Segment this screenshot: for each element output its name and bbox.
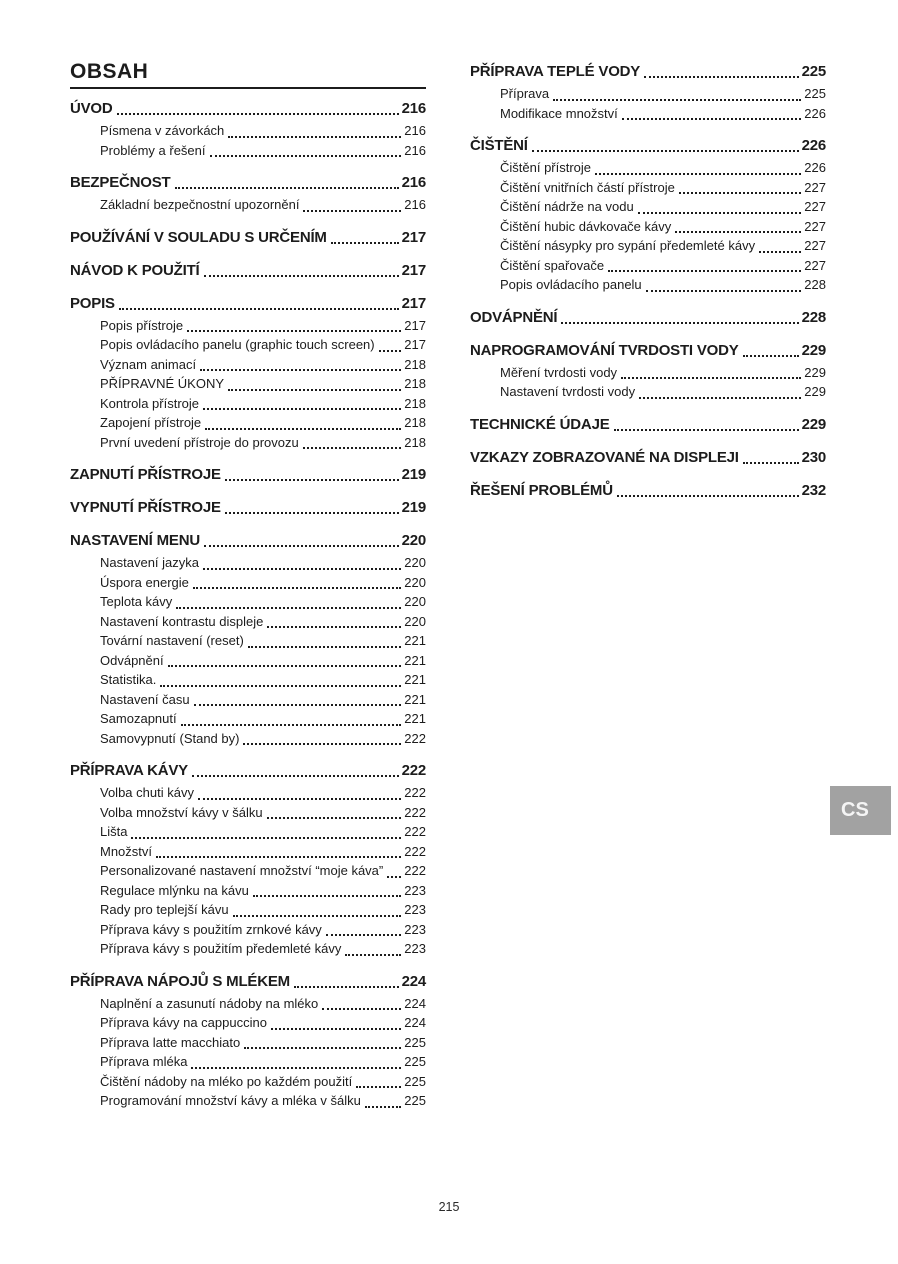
toc-entry-page: 222 (404, 843, 426, 859)
toc-entry-page: 216 (404, 142, 426, 158)
toc-entry-page: 223 (404, 941, 426, 956)
toc-entry-label: Samovypnutí (Stand by) (100, 730, 240, 746)
toc-entry (70, 553, 426, 573)
toc-entry-label: Nastavení času (100, 691, 190, 707)
toc-section-heading (70, 972, 426, 992)
dot-leader (119, 308, 399, 310)
dot-leader (198, 798, 401, 800)
toc-entry-label: Význam animací (100, 356, 197, 372)
toc-section-heading (470, 481, 826, 501)
dot-leader (160, 685, 401, 687)
dot-leader (646, 290, 802, 292)
toc-section-heading-page: 230 (801, 448, 826, 466)
toc-entry-page: 226 (804, 105, 826, 121)
toc-section-heading-page: 226 (801, 137, 826, 154)
dot-leader (228, 389, 401, 391)
toc-entry (70, 842, 426, 862)
toc-entry-label: Čištění přístroje (500, 160, 592, 175)
toc-entry-label: Kontrola přístroje (100, 395, 199, 411)
toc-entry (70, 920, 426, 940)
dot-leader (168, 665, 402, 667)
toc-entry-page: 220 (404, 555, 426, 570)
toc-section (70, 531, 426, 748)
toc-entry-page: 218 (404, 395, 426, 411)
dot-leader (679, 192, 801, 194)
toc-section-heading (70, 465, 426, 485)
dot-leader (228, 136, 401, 138)
toc-entry-label: Lišta (100, 824, 128, 839)
toc-entry (70, 729, 426, 749)
toc-entry-label: Příprava mléka (100, 1054, 188, 1069)
toc-entry-page: 227 (804, 179, 826, 195)
toc-section (470, 448, 826, 468)
toc-entry-page: 217 (404, 317, 426, 333)
toc-entry-page: 220 (404, 594, 426, 609)
toc-entry (470, 217, 826, 237)
dot-leader (614, 429, 799, 431)
dot-leader (225, 479, 399, 481)
toc-entry-page: 224 (404, 1015, 426, 1030)
toc-entry-label: Čištění spařovače (500, 257, 605, 273)
toc-entry-label: Příprava (500, 86, 550, 101)
dot-leader (225, 512, 399, 514)
toc-entry-label: Programování množství kávy a mléka v šálku (100, 1093, 361, 1108)
toc-section-heading (470, 308, 826, 328)
toc-section-heading-label: POUŽÍVÁNÍ V SOULADU S URČENÍM (70, 228, 327, 246)
toc-section-heading-label: BEZPEČNOST (70, 174, 171, 191)
toc-section-heading-page: 217 (401, 228, 426, 246)
toc-entry-page: 221 (404, 652, 426, 668)
toc-entry (70, 690, 426, 710)
toc-section-heading (70, 173, 426, 193)
toc-section (70, 261, 426, 281)
toc-column-left (70, 99, 426, 1124)
toc-entry-page: 216 (404, 197, 426, 212)
toc-entry-label: Příprava kávy s použitím zrnkové kávy (100, 921, 322, 937)
toc-entry (70, 900, 426, 920)
toc-section-heading-label: ČIŠTĚNÍ (470, 137, 528, 154)
toc-entry (70, 709, 426, 729)
dot-leader (205, 428, 401, 430)
toc-section-heading-label: PŘÍPRAVA NÁPOJŮ S MLÉKEM (70, 972, 290, 990)
toc-entry-label: Popis ovládacího panelu (500, 277, 642, 292)
dot-leader (248, 646, 402, 648)
toc-entry (470, 256, 826, 276)
toc-entry-page: 222 (404, 863, 426, 878)
toc-entry (70, 592, 426, 612)
toc-section-heading-page: 219 (401, 466, 426, 483)
toc-entry-page: 222 (404, 785, 426, 800)
toc-entry (70, 939, 426, 959)
dot-leader (181, 724, 402, 726)
toc-section (70, 99, 426, 160)
dot-leader (617, 495, 799, 497)
dot-leader (203, 408, 401, 410)
toc-section-heading-label: PŘÍPRAVA TEPLÉ VODY (470, 63, 641, 80)
dot-leader (267, 817, 402, 819)
toc-section-heading-label: TECHNICKÉ ÚDAJE (470, 415, 610, 433)
dot-leader (553, 99, 801, 101)
toc-entry-page: 220 (404, 574, 426, 590)
toc-entry (70, 394, 426, 414)
toc-section (70, 972, 426, 1111)
dot-leader (191, 1067, 401, 1069)
toc-entry-label: Zapojení přístroje (100, 415, 202, 430)
toc-entry-page: 227 (804, 218, 826, 234)
dot-leader (743, 355, 799, 357)
toc-section-heading-label: NÁVOD K POUŽITÍ (70, 261, 200, 279)
toc-entry-page: 221 (404, 691, 426, 707)
toc-entry-page: 223 (404, 882, 426, 898)
dot-leader (271, 1028, 401, 1030)
toc-entry-label: Čištění vnitřních částí přístroje (500, 179, 675, 195)
toc-section-heading-label: VZKAZY ZOBRAZOVANÉ NA DISPLEJI (470, 448, 739, 466)
dot-leader (156, 856, 401, 858)
dot-leader (192, 775, 399, 777)
toc-entry-label: Úspora energie (100, 574, 189, 590)
toc-entry-label: Písmena v závorkách (100, 123, 225, 138)
toc-section-heading (70, 99, 426, 119)
dot-leader (233, 915, 402, 917)
toc-entry-page: 229 (804, 364, 826, 380)
toc-entry-label: Příprava kávy na cappuccino (100, 1015, 267, 1030)
toc-entry-page: 225 (404, 1073, 426, 1089)
toc-section-heading-page: 225 (801, 63, 826, 80)
toc-entry (70, 335, 426, 355)
toc-entry-page: 223 (404, 921, 426, 937)
toc-entry (70, 1013, 426, 1033)
toc-entry (70, 573, 426, 593)
toc-entry-label: Odvápnění (100, 652, 164, 668)
toc-section-heading-page: 217 (401, 294, 426, 312)
toc-entry-page: 227 (804, 238, 826, 253)
dot-leader (608, 270, 801, 272)
toc-section (70, 294, 426, 453)
toc-entry (70, 355, 426, 375)
toc-section-heading-page: 229 (801, 415, 826, 433)
toc-entry-label: Personalizované nastavení množství “moje káva” (100, 863, 384, 878)
toc-entry (470, 363, 826, 383)
toc-entry (70, 881, 426, 901)
toc-section-heading-page: 232 (801, 481, 826, 499)
toc-entry-label: Popis přístroje (100, 317, 184, 333)
toc-section (70, 228, 426, 248)
dot-leader (365, 1106, 401, 1108)
toc-section-heading-label: NASTAVENÍ MENU (70, 532, 200, 549)
toc-title: OBSAH (70, 60, 426, 89)
toc-entry (470, 275, 826, 295)
toc-entry-page: 225 (404, 1054, 426, 1069)
dot-leader (387, 876, 401, 878)
toc-entry-label: Nastavení tvrdosti vody (500, 384, 636, 399)
toc-entry-page: 227 (804, 257, 826, 273)
toc-section-heading (70, 498, 426, 518)
dot-leader (532, 150, 799, 152)
toc-entry-page: 218 (404, 434, 426, 450)
toc-entry (70, 433, 426, 453)
toc-entry-page: 222 (404, 730, 426, 746)
toc-entry-label: Naplnění a zasunutí nádoby na mléko (100, 995, 319, 1011)
toc-section-heading-page: 216 (401, 100, 426, 117)
dot-leader (294, 986, 399, 988)
toc-entry-label: Problémy a řešení (100, 142, 206, 158)
toc-entry-label: PŘÍPRAVNÉ ÚKONY (100, 376, 225, 391)
toc-entry-label: Teplota kávy (100, 594, 173, 609)
toc-entry (470, 158, 826, 178)
dot-leader (622, 118, 802, 120)
toc-entry (70, 121, 426, 141)
toc-section-heading-label: NAPROGRAMOVÁNÍ TVRDOSTI VODY (470, 341, 739, 359)
dot-leader (131, 837, 401, 839)
toc-entry (70, 413, 426, 433)
toc-section-heading (70, 261, 426, 281)
toc-entry (70, 316, 426, 336)
toc-entry-page: 222 (404, 824, 426, 839)
toc-entry (70, 783, 426, 803)
toc-section (470, 415, 826, 435)
dot-leader (759, 251, 801, 253)
dot-leader (203, 568, 401, 570)
dot-leader (561, 322, 798, 324)
toc-entry-label: Čištění hubic dávkovače kávy (500, 218, 672, 234)
dot-leader (175, 187, 399, 189)
dot-leader (331, 242, 399, 244)
toc-section-heading (70, 294, 426, 314)
toc-section-heading-label: ZAPNUTÍ PŘÍSTROJE (70, 466, 221, 483)
toc-section-heading (470, 415, 826, 435)
dot-leader (193, 587, 401, 589)
toc-section (70, 498, 426, 518)
dot-leader (253, 895, 401, 897)
toc-section (470, 136, 826, 295)
toc-entry (470, 236, 826, 256)
dot-leader (267, 626, 401, 628)
toc-section-heading-page: 216 (401, 174, 426, 191)
toc-entry-page: 226 (804, 160, 826, 175)
toc-entry-label: Samozapnutí (100, 711, 177, 726)
toc-entry-label: Měření tvrdosti vody (500, 364, 618, 380)
toc-entry (70, 195, 426, 215)
toc-section-heading (470, 136, 826, 156)
toc-entry-page: 218 (404, 356, 426, 372)
toc-entry-page: 221 (404, 711, 426, 726)
toc-entry-label: Množství (100, 843, 153, 859)
toc-section-heading (470, 62, 826, 82)
toc-section-heading-page: 224 (401, 972, 426, 990)
dot-leader (194, 704, 402, 706)
dot-leader (176, 607, 401, 609)
toc-entry-label: Příprava kávy s použitím předemleté kávy (100, 941, 342, 956)
dot-leader (639, 397, 801, 399)
toc-section (470, 481, 826, 501)
toc-section-heading-label: ŘEŠENÍ PROBLÉMŮ (470, 481, 613, 499)
toc-section (470, 341, 826, 402)
toc-entry (70, 670, 426, 690)
dot-leader (303, 210, 401, 212)
toc-entry-label: Statistika. (100, 672, 157, 687)
toc-section-heading-page: 219 (401, 499, 426, 516)
dot-leader (210, 155, 402, 157)
toc-entry (70, 994, 426, 1014)
toc-entry-label: Příprava latte macchiato (100, 1034, 241, 1050)
toc-entry (470, 197, 826, 217)
dot-leader (644, 76, 798, 78)
toc-entry (70, 651, 426, 671)
dot-leader (379, 350, 402, 352)
toc-entry-page: 222 (404, 804, 426, 820)
dot-leader (356, 1086, 401, 1088)
toc-entry-page: 218 (404, 415, 426, 430)
toc-entry (70, 1033, 426, 1053)
toc-entry-label: Volba množství kávy v šálku (100, 804, 263, 820)
toc-section-heading (70, 761, 426, 781)
toc-entry (70, 141, 426, 161)
toc-section-heading-page: 228 (801, 308, 826, 326)
toc-entry-page: 217 (404, 337, 426, 352)
toc-entry (70, 803, 426, 823)
toc-section-heading-page: 222 (401, 762, 426, 779)
toc-entry (70, 374, 426, 394)
toc-entry (70, 861, 426, 881)
dot-leader (200, 369, 401, 371)
toc-entry-label: Regulace mlýnku na kávu (100, 882, 249, 898)
toc-entry-page: 218 (404, 376, 426, 391)
toc-entry (470, 104, 826, 124)
toc-entry-label: Základní bezpečnostní upozornění (100, 197, 300, 212)
toc-entry-label: Popis ovládacího panelu (graphic touch screen) (100, 337, 375, 352)
toc-entry-label: Čištění násypky pro sypání předemleté kávy (500, 238, 756, 253)
toc-entry-page: 216 (404, 123, 426, 138)
toc-section (470, 308, 826, 328)
dot-leader (243, 743, 401, 745)
dot-leader (117, 113, 399, 115)
toc-entry-label: Rady pro teplejší kávu (100, 902, 229, 917)
toc-section-heading-label: PŘÍPRAVA KÁVY (70, 762, 188, 779)
toc-entry-label: Čištění nádoby na mléko po každém použití (100, 1073, 353, 1089)
dot-leader (638, 212, 802, 214)
toc-entry-label: Tovární nastavení (reset) (100, 633, 244, 648)
dot-leader (244, 1047, 401, 1049)
toc-section-heading-label: POPIS (70, 294, 115, 312)
toc-section-heading (70, 228, 426, 248)
toc-entry-page: 229 (804, 384, 826, 399)
toc-entry-label: Modifikace množství (500, 105, 618, 121)
toc-entry-page: 221 (404, 672, 426, 687)
dot-leader (204, 275, 399, 277)
toc-entry (470, 382, 826, 402)
toc-section-heading-label: ODVÁPNĚNÍ (470, 308, 558, 326)
dot-leader (595, 173, 801, 175)
toc-section-heading (70, 531, 426, 551)
toc-section-heading-label: VYPNUTÍ PŘÍSTROJE (70, 499, 221, 516)
toc-section (70, 761, 426, 959)
dot-leader (204, 545, 399, 547)
toc-section (70, 465, 426, 485)
toc-entry-label: Čištění nádrže na vodu (500, 199, 634, 214)
page-number: 215 (438, 1200, 460, 1214)
toc-section-heading-page: 217 (401, 261, 426, 279)
toc-section (70, 173, 426, 215)
toc-entry-page: 223 (404, 902, 426, 917)
toc-entry-page: 225 (404, 1093, 426, 1108)
toc-entry-label: První uvedení přístroje do provozu (100, 434, 299, 450)
toc-entry-page: 225 (404, 1034, 426, 1050)
dot-leader (743, 462, 799, 464)
toc-entry-page: 224 (404, 995, 426, 1011)
toc-section-heading (470, 448, 826, 468)
toc-section-heading (470, 341, 826, 361)
toc-section-heading-label: ÚVOD (70, 100, 113, 117)
toc-section-heading-page: 220 (401, 532, 426, 549)
dot-leader (675, 231, 801, 233)
dot-leader (303, 447, 402, 449)
toc-entry-page: 227 (804, 199, 826, 214)
toc-section (470, 62, 826, 123)
toc-section-heading-page: 229 (801, 341, 826, 359)
toc-entry (70, 1091, 426, 1111)
toc-entry (470, 178, 826, 198)
toc-entry (70, 631, 426, 651)
toc-entry-page: 225 (804, 86, 826, 101)
toc-entry-page: 221 (404, 633, 426, 648)
dot-leader (326, 934, 401, 936)
dot-leader (621, 377, 801, 379)
toc-entry-page: 228 (804, 277, 826, 292)
dot-leader (345, 954, 401, 956)
dot-leader (187, 330, 401, 332)
toc-column-right (470, 62, 826, 514)
toc-entry (70, 1072, 426, 1092)
language-tab: CS (830, 786, 891, 835)
toc-entry-label: Nastavení jazyka (100, 555, 199, 570)
toc-entry-page: 220 (404, 613, 426, 629)
toc-entry (470, 84, 826, 104)
toc-entry (70, 1052, 426, 1072)
toc-entry-label: Nastavení kontrastu displeje (100, 613, 264, 629)
toc-entry (70, 822, 426, 842)
dot-leader (322, 1008, 401, 1010)
toc-entry-label: Volba chuti kávy (100, 785, 194, 800)
toc-entry (70, 612, 426, 632)
